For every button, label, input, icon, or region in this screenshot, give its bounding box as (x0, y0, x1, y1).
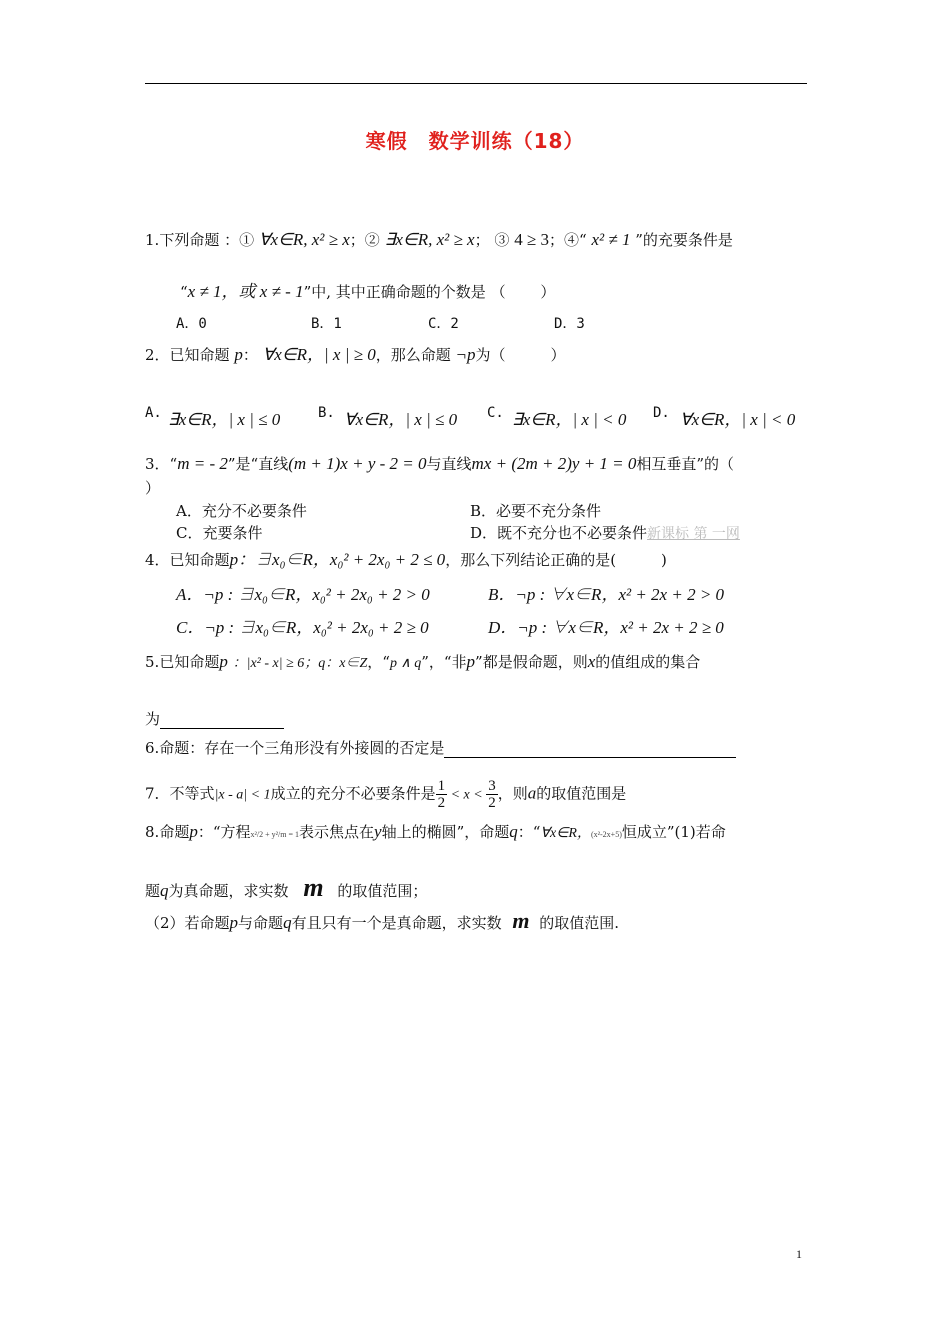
q3-option-c: C．充要条件 (176, 524, 263, 542)
question-8: 8.命题p：“方程x²/2 + y²/m = 1表示焦点在y轴上的椭圆”，命题q：“∀x∈R，(x²-2x+5)恒成立”(1)若命 (145, 822, 726, 841)
page-title: 寒假 数学训练（18） (365, 129, 585, 153)
question-2: 2．已知命题 p： ∀x∈R，| x | ≥ 0，那么命题 ¬p为（ ） (145, 345, 566, 364)
answer-blank (444, 741, 736, 758)
question-4: 4．已知命题p：∃x₀∈R，x₀² + 2x₀ + 2 ≤ 0，那么下列结论正确的是( ) (145, 550, 667, 569)
q2-option-a: A. (145, 405, 162, 421)
question-8-line-3: （2）若命题p与命题q有且只有一个是真命题，求实数 m 的取值范围. (145, 908, 620, 933)
q3-option-a: A．充分不必要条件 (176, 502, 307, 520)
q2-option-c: C. (487, 405, 504, 421)
q1-option-b: B．1 (311, 316, 342, 332)
q2-statement: ∀x∈R，| x | ≥ 0 (262, 345, 376, 364)
q4-option-d: D．¬p : ∀x∈R，x² + 2x + 2 ≥ 0 (488, 618, 724, 637)
q3-option-b: B．必要不充分条件 (470, 502, 602, 520)
q1-statement-1: ∀x∈R, x² ≥ x (258, 230, 350, 249)
question-6: 6.命题：存在一个三角形没有外接圆的否定是 (145, 738, 736, 758)
q2-option-b: B. (318, 405, 335, 421)
q1-statement-3: 4 ≥ 3 (514, 230, 550, 249)
fraction: $\frac{3}{2}$ (488, 778, 496, 811)
q1-option-d: D．3 (554, 316, 585, 332)
q4-option-c: C．¬p : ∃x₀∈R，x₀² + 2x₀ + 2 ≥ 0 (176, 618, 429, 637)
question-8-line-2: 题q为真命题，求实数 m 的取值范围； (145, 873, 428, 902)
q2-option-d: D. (653, 405, 670, 421)
page-number: 1 (796, 1247, 802, 1261)
q1-option-a: A．0 (176, 316, 207, 332)
question-1-line-2: “x ≠ 1，或 x ≠ - 1”中, 其中正确命题的个数是 （ ） (180, 282, 556, 301)
answer-blank (160, 712, 284, 729)
q4-option-a: A．¬p : ∃x₀∈R，x₀² + 2x₀ + 2 > 0 (176, 585, 430, 604)
question-1: 1.下列命题 ：① ∀x∈R, x² ≥ x；② ∃x∈R, x² ≥ x； ③ 4 ≥ 3；④“ x² ≠ 1 ”的充要条件是 (145, 230, 733, 249)
q3-option-d: D．既不充分也不必要条件新课标 第 一网 (470, 524, 740, 542)
fraction: $\frac{1}{2}$ (437, 778, 446, 811)
header-rule (145, 83, 807, 84)
q1-option-c: C．2 (428, 316, 459, 332)
question-7: 7．不等式|x - a| < 1成立的充分不必要条件是 $\frac{1}{2}$ < x < $\frac{3}{2}$ ，则a的取值范围是 (145, 778, 627, 811)
question-5-line-2: 为 (145, 709, 284, 729)
q4-option-b: B．¬p : ∀x∈R，x² + 2x + 2 > 0 (488, 585, 725, 604)
q1-statement-2: ∃x∈R, x² ≥ x (384, 230, 475, 249)
watermark: 新课标 第 一网 (647, 526, 740, 542)
ellipse-equation: x²/2 + y²/m = 1 (250, 830, 299, 839)
question-5: 5.已知命题p ：|x² - x| ≥ 6；q：x∈Z，“p ∧ q”，“非p”都是假命题，则x的值组成的集合 (145, 652, 701, 671)
question-3: 3．“m = - 2”是“直线(m + 1)x + y - 2 = 0与直线mx + (2m + 2)y + 1 = 0相互垂直”的（ (145, 454, 735, 473)
q1-statement-4: x² ≠ 1 (591, 230, 631, 249)
